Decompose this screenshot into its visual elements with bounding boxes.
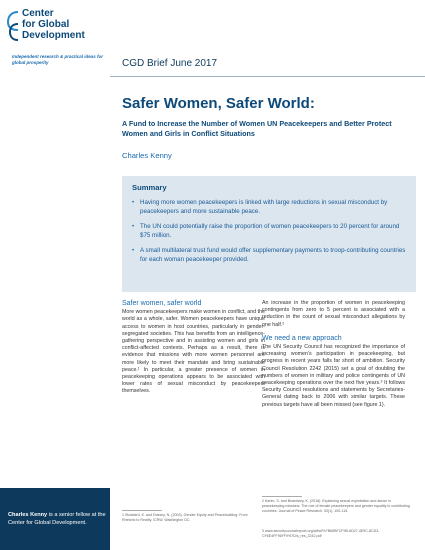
author-name: Charles Kenny bbox=[122, 151, 172, 160]
section-heading-new-approach: We need a new approach bbox=[262, 334, 342, 342]
summary-item-text: Having more women peacekeepers is linked with large reductions in sexual misconduct by peacekeepers and more sustainable peace. bbox=[140, 199, 388, 215]
body-paragraph: The UN Security Council has recognized the importance of increasing women's participation in peacekeeping, but progress in recent years falls far short of ambition. Security Council Resolution 2242 (2015) set a goal of doubling the numbers of women in military and police contingents of UN peacekeeping operations over the next five years.³ It follows Security Council resolutions and statements by Secretaries-General dating back to 2006 with similar targets. These previous targets have all been missed (see figure 1). bbox=[262, 344, 405, 408]
footnote-2: 2 Karim, S. and Beardsley, K. (2016). Explaining sexual exploitation and abuse in peacekeeping missions: The role of female peacekeepers and gender equality in contributing countries. Journal of Peace Research, 53(1), 100-115. bbox=[262, 499, 410, 513]
summary-item bbox=[132, 247, 410, 264]
bullet-icon: • bbox=[132, 223, 135, 231]
section-heading-safer-women: Safer women, safer world bbox=[122, 300, 202, 307]
author-bio-text: is a senior fellow at the Center for Global Development. bbox=[8, 512, 106, 526]
footnote-divider-right bbox=[262, 496, 302, 497]
summary-list bbox=[132, 199, 410, 272]
body-paragraph: More women peacekeepers make women in conflict, and the world as a whole, safer. Women peacekeepers have unique access to women in host countries, particularly in gender-segregated societies. This has benefits from an intelligence-gathering perspective and in assisting women and girls in conflict-affected contexts. Perhaps as a result, there is evidence that missions with more women personnel are more likely to meet their mandate and bring sustainable peace.¹ In particular, a greater presence of women in peacekeeping operations appears to be associated with lower rates of sexual misconduct by peacekeepers themselves. bbox=[122, 309, 265, 395]
body-paragraph: An increase in the proportion of women in peacekeeping contingents from zero to 5 percent is associated with a reduction in the count of sexual misconduct allegations by one half.² bbox=[262, 300, 405, 328]
logo-tagline: Independent research & practical ideas for global prosperity bbox=[12, 54, 104, 65]
summary-heading: Summary bbox=[132, 183, 167, 192]
page-subtitle: A Fund to Increase the Number of Women UN Peacekeepers and Better Protect Women and Girls in Conflict Situations bbox=[122, 119, 392, 138]
bullet-icon: • bbox=[132, 247, 135, 255]
logo-line-3: Development bbox=[22, 30, 85, 41]
author-bio-name: Charles Kenny bbox=[8, 512, 48, 518]
summary-box bbox=[122, 176, 416, 292]
author-bio bbox=[8, 512, 108, 527]
footnote-1: 1 Stoddard, K. and Dossey, N. (2003). Gender Equity and Peacebuilding: From Rhetoric to Reality. ICRW. Washington DC. bbox=[122, 513, 248, 522]
bullet-icon: • bbox=[132, 199, 135, 206]
brief-date: CGD Brief June 2017 bbox=[122, 58, 218, 69]
summary-item bbox=[132, 223, 410, 240]
page-title: Safer Women, Safer World: bbox=[122, 95, 315, 112]
logo-line-1: Center bbox=[22, 8, 54, 19]
summary-item-text: The UN could potentially raise the proportion of women peacekeepers to 20 percent for around $75 million. bbox=[140, 223, 400, 239]
logo-line-2: for Global bbox=[22, 19, 70, 30]
left-sidebar bbox=[0, 0, 110, 550]
summary-item-text: A small multilateral trust fund would offer supplementary payments to troop-contributing countries for each woman peacekeeper provided. bbox=[140, 247, 406, 263]
body-column-right bbox=[262, 300, 405, 415]
body-column-left bbox=[122, 300, 265, 402]
summary-item bbox=[132, 199, 410, 216]
footnote-divider-left bbox=[122, 510, 162, 511]
cgd-logo-mark-icon bbox=[6, 10, 20, 42]
logo-wordmark bbox=[22, 8, 110, 41]
footnote-3: 3 www.securitycouncilreport.org/atf/cf/%7B65BFCF9B-6D27-4E9C-8CD3-CF6E4FF96FF9%7D/s_res_2242.pdf bbox=[262, 529, 380, 538]
header-divider bbox=[110, 76, 425, 77]
